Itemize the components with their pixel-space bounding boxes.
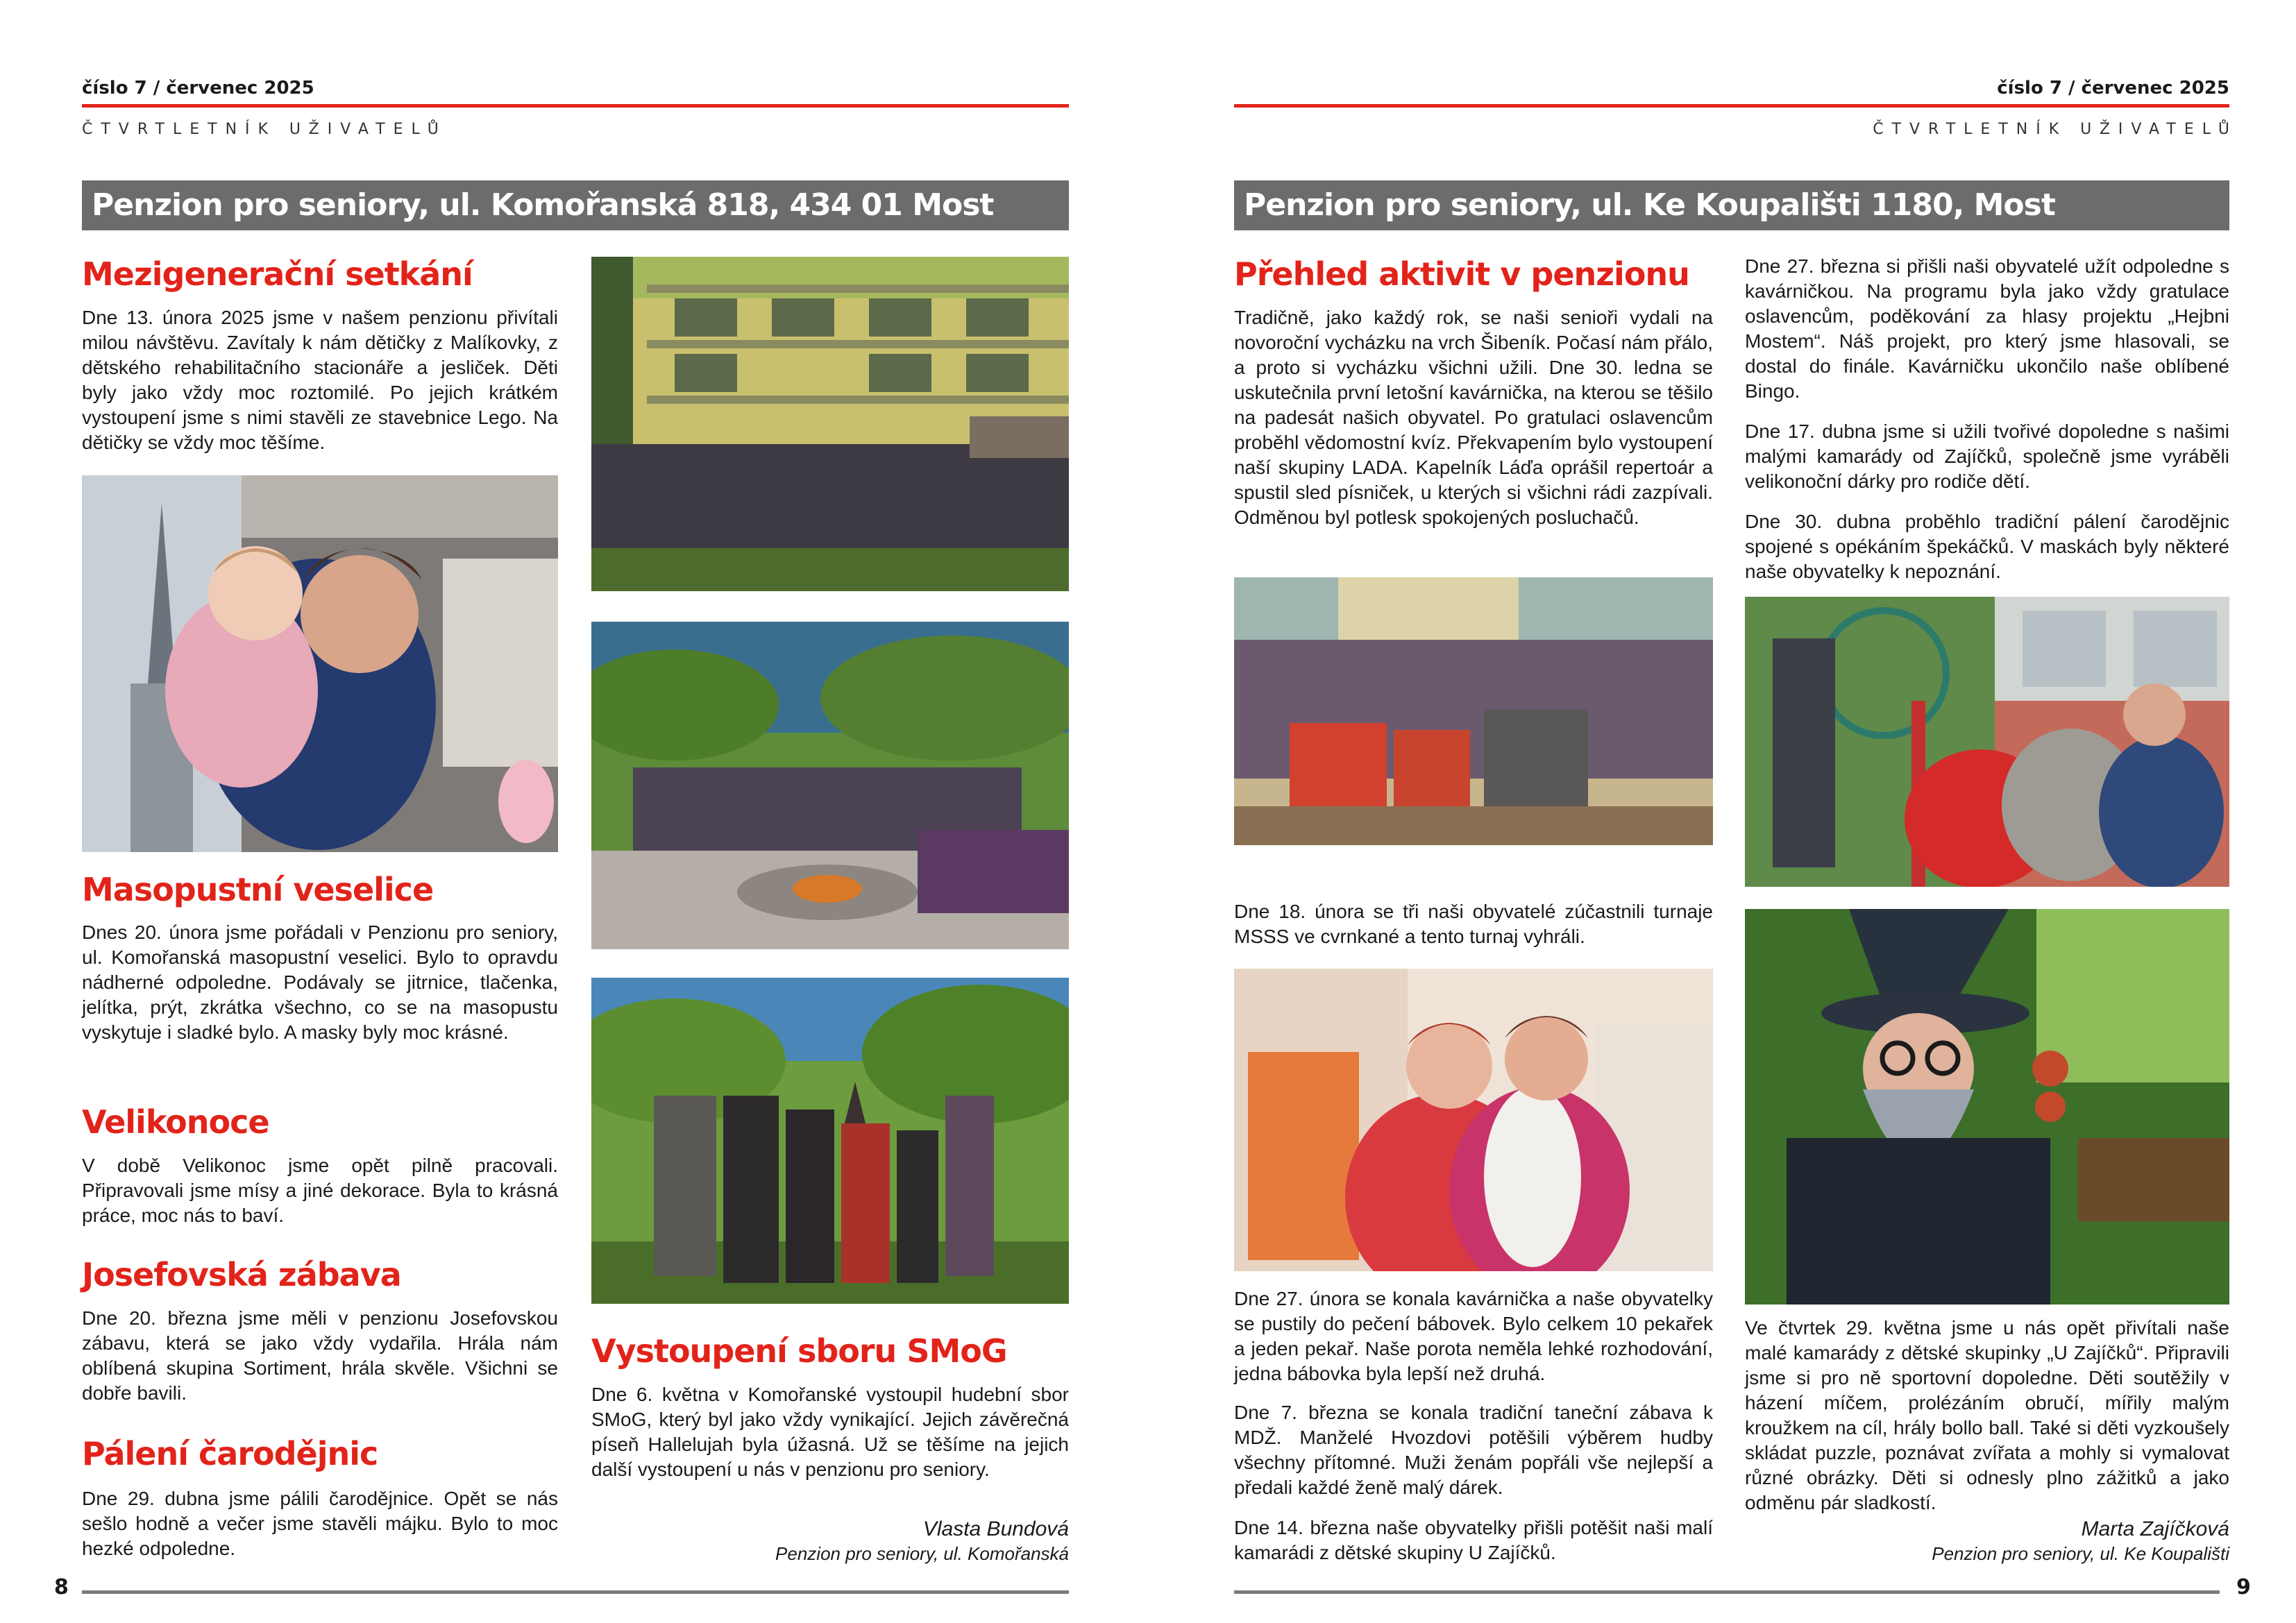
article-title: Josefovská zábava	[82, 1256, 401, 1293]
article-signature	[591, 1517, 1069, 1565]
section-banner: Penzion pro seniory, ul. Komořanská 818, 434 01 Most	[82, 180, 1069, 230]
photo-grandmother-child	[82, 475, 558, 852]
article-title: Velikonoce	[82, 1103, 269, 1141]
photo-cafe-group	[1234, 577, 1713, 845]
article-title: Mezigenerační setkání	[82, 255, 473, 293]
article-signature	[1745, 1517, 2229, 1565]
right-page	[1148, 0, 2296, 1623]
article-text: Dne 27. února se konala kavárnička a naše obyvatelky se pustily do pečení bábovek. Bylo celkem 10 pekařek a jeden pekař. Naše porota neměla lehké rozhodování, jedna bábovka byla lepší než druhá.	[1234, 1288, 1713, 1384]
issue-label: číslo 7 / červenec 2025	[1997, 78, 2229, 99]
article-text: Dne 20. března jsme měli v penzionu Josefovskou zábavu, která se jako vždy vydařila. Hrála nám oblíbená skupina Sortiment, hrála skvěle. Všichni se dobře bavili.	[82, 1307, 558, 1404]
footer-rule	[82, 1590, 1069, 1594]
article-text: Dne 6. května v Komořanské vystoupil hudební sbor SMoG, který byl jako vždy vynikající. Jejich závěrečná píseň Hallelujah byla úžasná. Už se těšíme na jejich další vystoupení u nás v penzionu pro seniory.	[591, 1384, 1069, 1480]
article-text: Dne 27. března si přišli naši obyvatelé užít odpoledne s kavárničkou. Na programu byla jako vždy gratulace oslavencům, poděkování za hlasy projektu „Hejbni Mostem“. Náš projekt, pro který jsme hlasovali, se dostal do finále. Kavárničku ukončilo naše oblíbené Bingo.	[1745, 255, 2229, 402]
section-banner: Penzion pro seniory, ul. Ke Koupališti 1180, Most	[1234, 180, 2229, 230]
article-text: Tradičně, jako každý rok, se naši senioři vydali na novoroční vycházku na vrch Šibeník. Počasí nám přálo, a proto si vycházku všichni užili. Dne 30. ledna se uskutečnila první letošní kavárnička, na kterou se těšilo na padesát našich obyvatel. Po gratulaci oslavencům proběhl vědomostní kvíz. Překvapením bylo vystoupení naší skupiny LADA. Kapelník Láďa oprášil repertoár a spustil sled písniček, u kterých si všichni rádi zazpívali. Odměnou byl potlesk spokojených posluchačů.	[1234, 307, 1713, 528]
article-text: Ve čtvrtek 29. května jsme u nás opět přivítali naše malé kamarády z dětské skupinky „U Zajíčků“. Připravili jsme si pro ně sportovní dopoledne. Děti soutěžily v házení míčem, prolézáním obručí, mířily malým kroužkem na cíl, hrály bollo ball. Také si děti vyzkoušely skládat puzzle, poznávat zvířata a mohly si vymalovat různé obrázky. Děti si odnesly plno zážitků a jako odměnu pár sladkostí.	[1745, 1317, 2229, 1513]
article-text: Dne 30. dubna proběhlo tradiční pálení čarodějnic spojené s opékáním špekáčků. V maskách byly některé naše obyvatelky k nepoznání.	[1745, 511, 2229, 582]
article-title: Vystoupení sboru SMoG	[591, 1332, 1007, 1370]
article-title: Pálení čarodějnic	[82, 1435, 378, 1472]
article-text: Dne 14. března naše obyvatelky přišli potěšit naši malí kamarádi z dětské skupiny U Zajíčků.	[1234, 1517, 1713, 1563]
photo-group-building	[591, 257, 1069, 591]
article-text: Dne 7. března se konala tradiční taneční zábava k MDŽ. Manželé Hvozdovi potěšili výběrem hudby všechny přítomné. Muži ženám popřáli vše nejlepší a předali každé ženě malý dárek.	[1234, 1402, 1713, 1498]
signature-name: Vlasta Bundová	[922, 1518, 1069, 1540]
photo-campfire	[591, 622, 1069, 949]
footer-rule	[1234, 1590, 2220, 1594]
article-title: Přehled aktivit v penzionu	[1234, 255, 1689, 293]
article-text: Dne 13. února 2025 jsme v našem penzionu přivítali milou návštěvu. Zavítaly k nám dětičky z Malíkovky, z dětského rehabilitačního stacionáře a jesliček. Děti byly jako vždy moc roztomilé. Po jejich krátkém vystoupení jsme s nimi stavěli ze stavebnice Lego. Na dětičky se vždy moc těšíme.	[82, 307, 558, 453]
issue-label: číslo 7 / červenec 2025	[82, 78, 314, 99]
page-number: 9	[2236, 1575, 2251, 1599]
signature-org: Penzion pro seniory, ul. Komořanská	[775, 1543, 1069, 1564]
article-text: Dne 29. dubna jsme pálili čarodějnice. Opět se nás sešlo hodně a večer jsme stavěli májku. Bylo to moc hezké odpoledne.	[82, 1488, 558, 1559]
page-number: 8	[54, 1575, 69, 1599]
article-text: V době Velikonoc jsme opět pilně pracovali. Připravovali jsme mísy a jiné dekorace. Byla to krásná práce, moc nás to baví.	[82, 1155, 558, 1226]
header-rule	[1234, 104, 2229, 108]
newsletter-subtitle: ČTVRTLETNÍK UŽIVATELŮ	[1873, 121, 2238, 138]
photo-witches-costumes	[591, 978, 1069, 1304]
photo-masked-residents	[1745, 597, 2229, 887]
newsletter-subtitle: ČTVRTLETNÍK UŽIVATELŮ	[82, 121, 447, 138]
photo-wizard-costume	[1745, 909, 2229, 1305]
photo-two-ladies	[1234, 969, 1713, 1271]
article-text: Dne 18. února se tři naši obyvatelé zúčastnili turnaje MSSS ve cvrnkané a tento turnaj vyhráli.	[1234, 901, 1713, 947]
header-rule	[82, 104, 1069, 108]
article-text: Dne 17. dubna jsme si užili tvořivé dopoledne s našimi malými kamarády od Zajíčků, společně jsme vyráběli velikonoční dárky pro rodiče dětí.	[1745, 420, 2229, 492]
article-title: Masopustní veselice	[82, 871, 434, 908]
signature-name: Marta Zajíčková	[2081, 1518, 2229, 1540]
signature-org: Penzion pro seniory, ul. Ke Koupališti	[1932, 1543, 2229, 1564]
article-text: Dnes 20. února jsme pořádali v Penzionu pro seniory, ul. Komořanská masopustní veselici. Bylo to opravdu nádherné odpoledne. Podávaly se jitrnice, tlačenka, jelítka, prýt, zkrátka všechno, co se na masopustu vyskytuje i sladké bylo. A masky byly moc krásné.	[82, 921, 558, 1043]
